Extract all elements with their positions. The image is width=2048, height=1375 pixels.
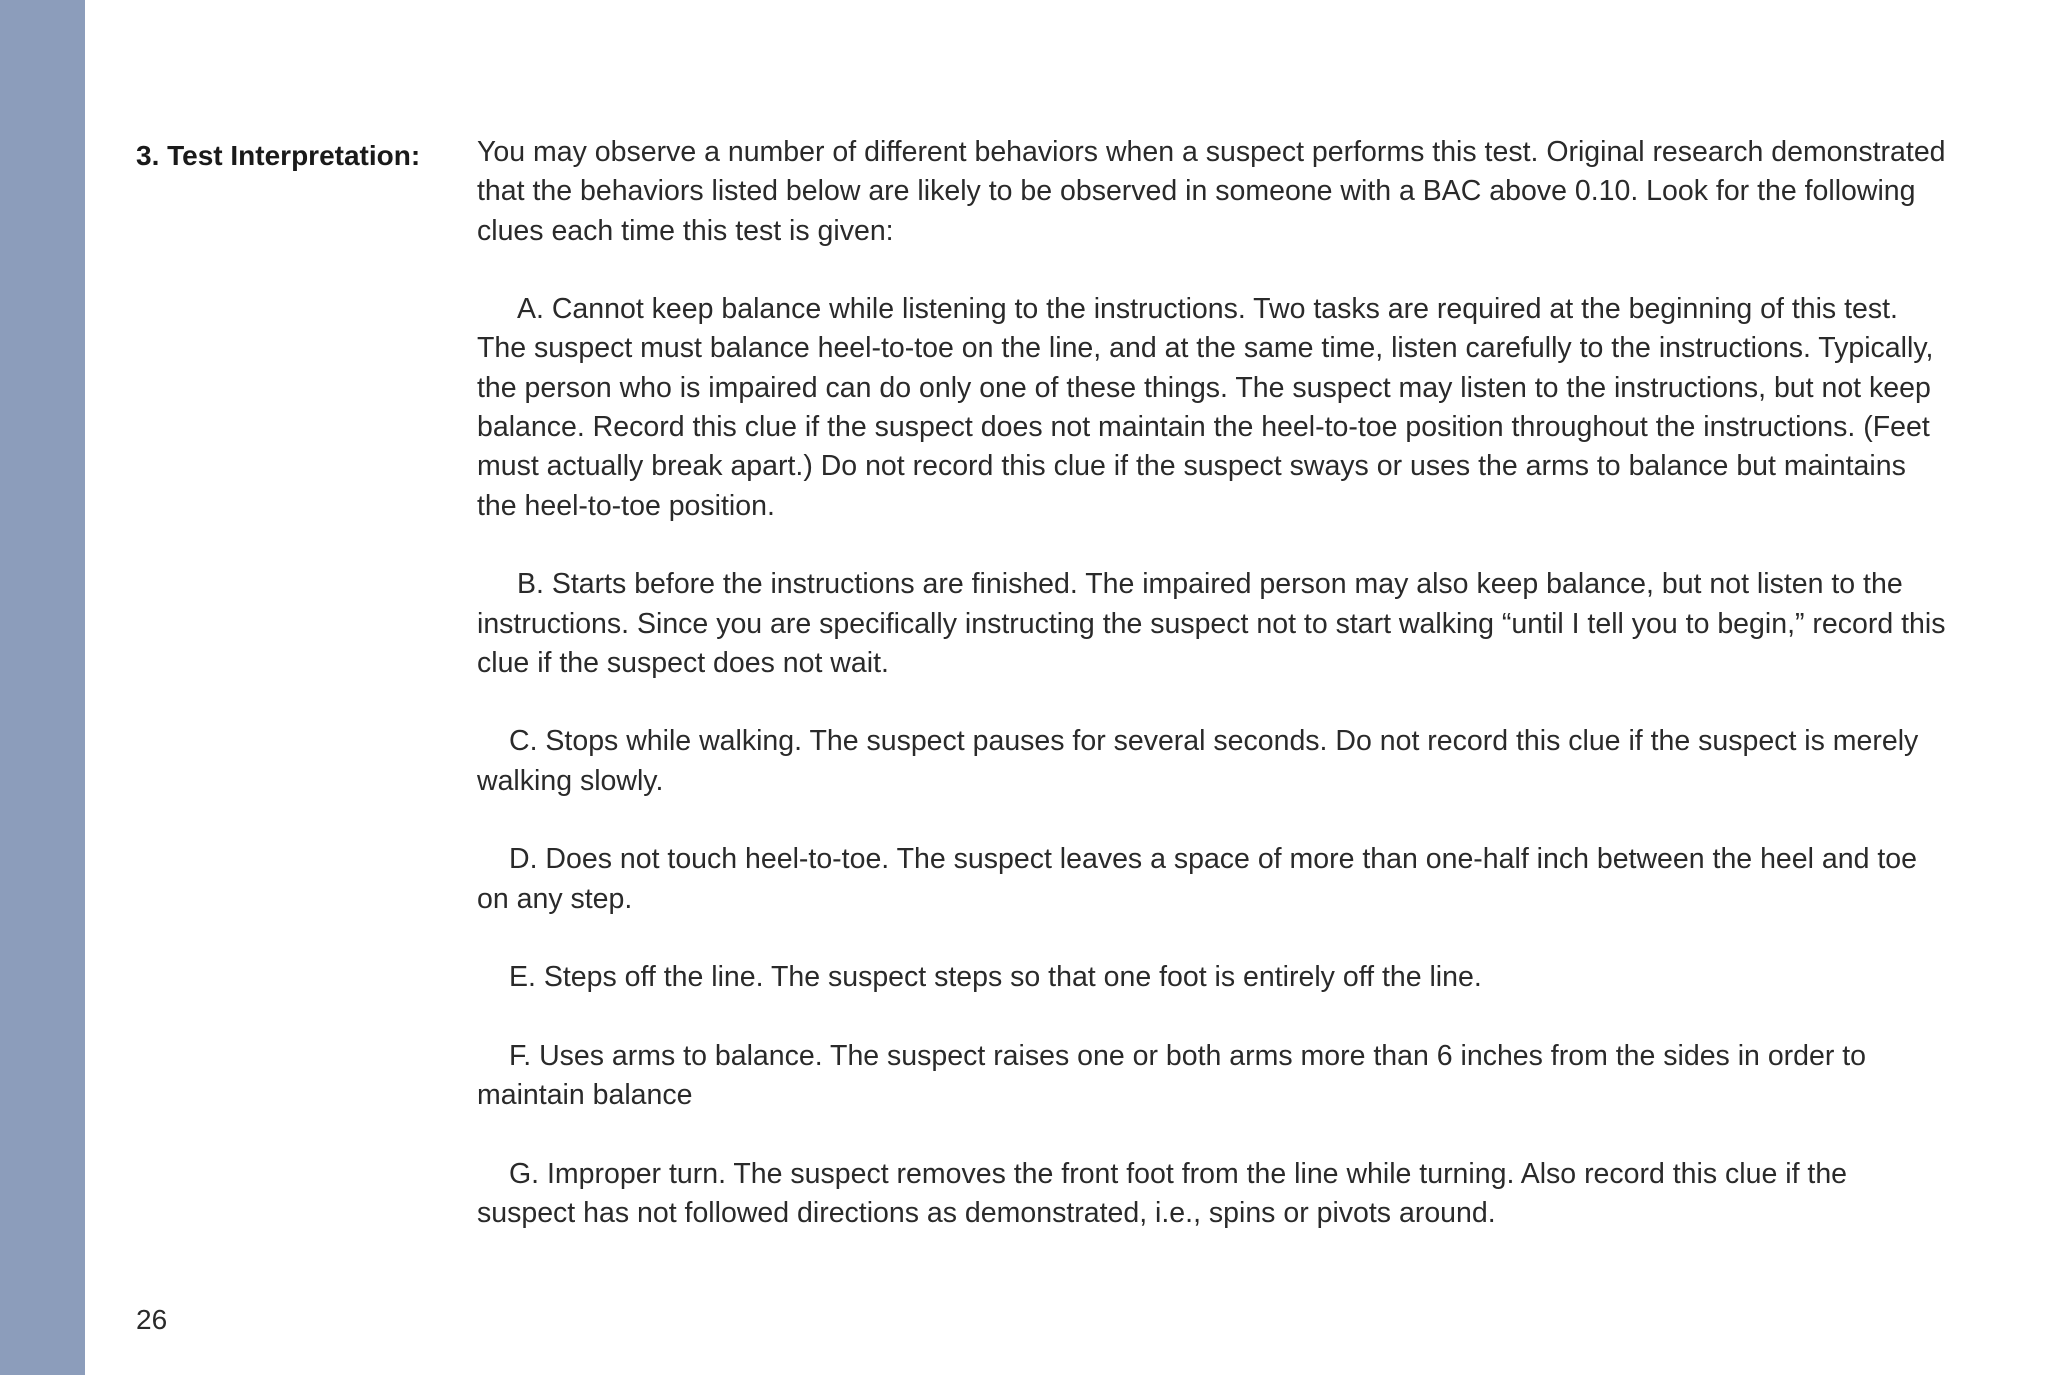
page-number: 26 <box>136 1304 168 1335</box>
clue-c-paragraph: C. Stops while walking. The suspect pauses for several seconds. Do not record this clue if the suspect is merely walking slowly. <box>477 725 1919 797</box>
section-heading: 3. Test Interpretation: <box>136 140 421 171</box>
clue-g-paragraph: G. Improper turn. The suspect removes the front foot from the line while turning. Also record this clue if the suspect has not followed directions as demonstrated, i.e., spins or pivots around. <box>477 1157 1848 1230</box>
clue-a-paragraph: A. Cannot keep balance while listening to the instructions. Two tasks are required at the beginning of this test. The suspect must balance heel-to-toe on the line, and at the same time, listen carefully to the instructions. Typically, the person who is impaired can do only one of these things. The suspect may listen to the instructions, but not keep balance. Record this clue if the suspect does not maintain the heel-to-toe position throughout the instructions. (Feet must actually break apart.) Do not record this clue if the suspect sways or uses the arms to balance but maintains the heel-to-toe position. <box>477 293 1934 522</box>
section-body <box>477 133 1947 1273</box>
clue-e-paragraph: E. Steps off the line. The suspect steps so that one foot is entirely off the line. <box>509 961 1482 994</box>
clue-f-paragraph: F. Uses arms to balance. The suspect raises one or both arms more than 6 inches from the sides in order to maintain balance <box>477 1039 1867 1112</box>
left-margin-bar <box>0 0 85 1375</box>
clue-d-paragraph: D. Does not touch heel-to-toe. The suspect leaves a space of more than one-half inch between the heel and toe on any step. <box>477 843 1917 915</box>
clue-b-paragraph: B. Starts before the instructions are finished. The impaired person may also keep balance, but not listen to the instructions. Since you are specifically instructing the suspect not to start walking “until I tell you to begin,” record this clue if the suspect does not wait. <box>477 568 1946 679</box>
intro-paragraph: You may observe a number of different behaviors when a suspect performs this test. Original research demonstrated that the behaviors listed below are likely to be observed in someone with a BAC above 0.10. Look for the following clues each time this test is given: <box>477 136 1946 247</box>
